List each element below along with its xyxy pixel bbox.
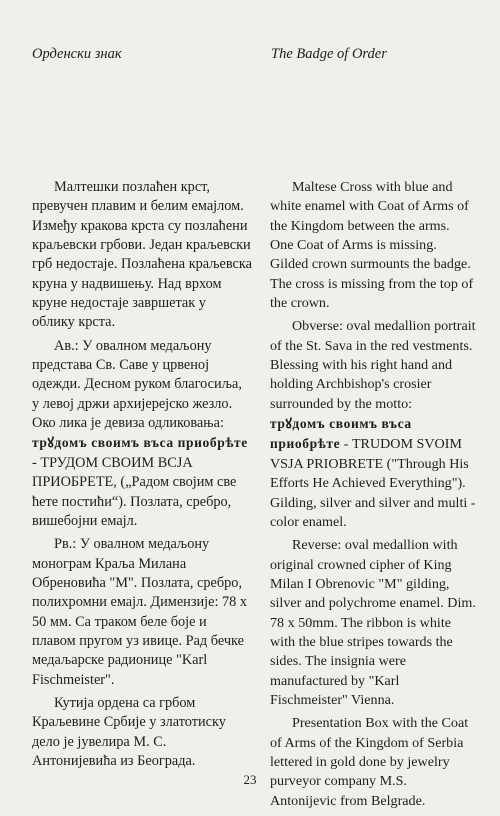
paragraph-box: Presentation Box with the Coat of Arms of the Kingdom of Serbia lettered in gold done by jewelry purveyor company M.S. Antonijevic from Belgrade. bbox=[270, 715, 469, 809]
page-number: 23 bbox=[243, 772, 257, 787]
obverse-intro: Obverse: oval medallion portrait of the St. Sava in the red vestments. Blessing with his right hand and holding Archbishop's crosier surrounded by the motto: bbox=[270, 318, 476, 412]
paragraph-reverse: Рв.: У овалном медаљону монограм Краља Милана Обреновића "М". Позлата, сребро, полихромни емајл. Димензије: 78 х 50 мм. Са траком беле боје и плавом пругом уз ивице. Рад бечке медаљарске радионице "Karl Fischmeister". bbox=[32, 536, 248, 688]
obverse-rest: - TRUDOM SVOIM VSJA PRIOBRETE ("Through His Efforts He Achieved Everything"). Gilding, silver and silver and multi - color enamel. bbox=[270, 436, 476, 530]
header-right-title: The Badge of Order bbox=[271, 46, 387, 62]
paragraph-description: Малтешки позлаћен крст, превучен плавим и белим емајлом. Између кракова крста су позлаћени краљевски грбови. Један краљевски грб недостаје. Позлаћена краљевска круна у надвишењу. Над врхом круне недостаје завршетак у облику крста. bbox=[32, 179, 252, 331]
header-left-title: Орденски знак bbox=[32, 46, 122, 62]
motto-old-slavonic: трꙋдомъ своимъ въса приобрѣте bbox=[270, 416, 412, 452]
english-text-column bbox=[270, 178, 476, 815]
serbian-text-column bbox=[32, 178, 252, 775]
motto-old-slavonic: трꙋдомъ своимъ въса приобрѣте bbox=[32, 435, 248, 451]
obverse-intro: Ав.: У овалном медаљону представа Св. Саве у црвеној одежди. Десном руком благосиља, у левој држи архијерејско жезло. Око лика је девиза одликовања: bbox=[32, 337, 242, 432]
paragraph-box: Кутија ордена са грбом Краљевине Србије у златотиску дело је јувелира М. С. Антонијевића из Београда. bbox=[32, 694, 226, 769]
obverse-rest: - ТРУДОМ СВОИМ ВСЈА ПРИОБРЕТЕ, („Радом својим све ћете постићи“). Позлата, сребро, вишебојни емајл. bbox=[32, 454, 237, 529]
paragraph-reverse: Reverse: oval medallion with original crowned cipher of King Milan I Obrenovic "M" gilding, silver and polychrome enamel. Dim. 78 x 50mm. The ribbon is white with the blue stripes towards the sides. The insignia were manufactured by "Karl Fischmeister" Vienna. bbox=[270, 537, 476, 708]
paragraph-obverse bbox=[32, 337, 252, 531]
paragraph-obverse bbox=[270, 317, 476, 532]
paragraph-description: Maltese Cross with blue and white enamel with Coat of Arms of the Kingdom between the arms. One Coat of Arms is missing. Gilded crown surmounts the badge. The cross is missing from the top of the crown. bbox=[270, 179, 474, 312]
